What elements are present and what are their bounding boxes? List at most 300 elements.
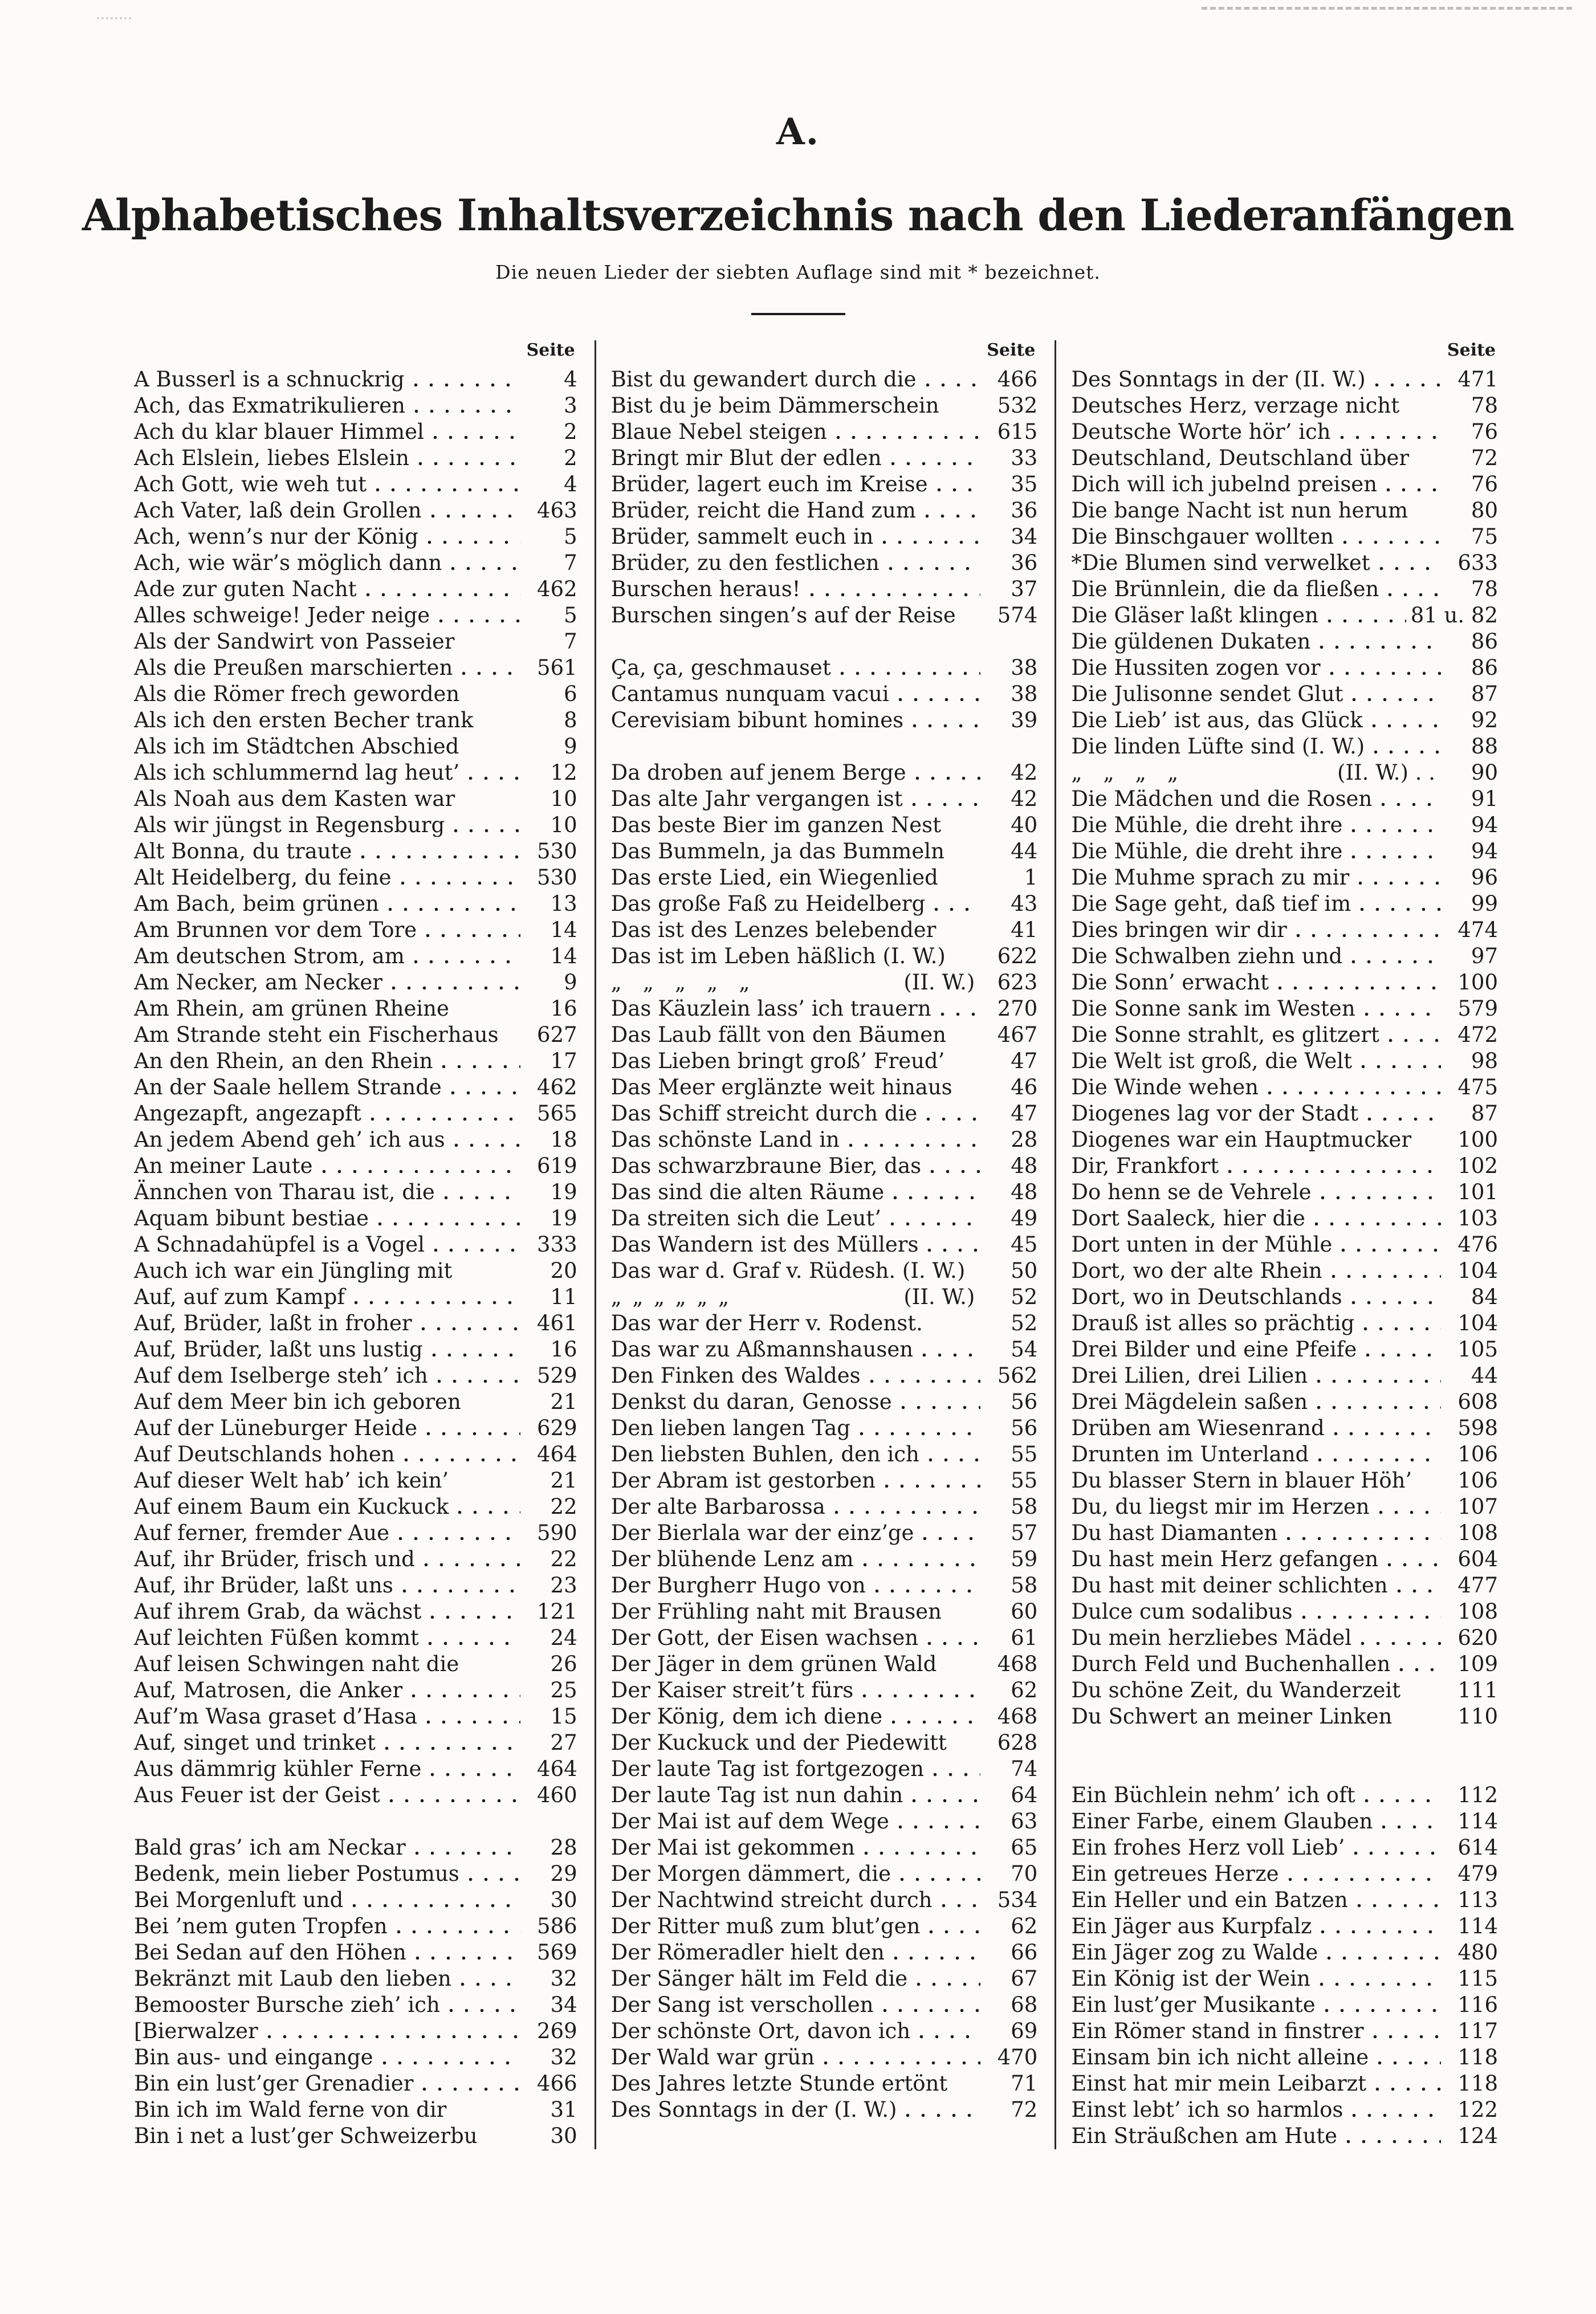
entry-title: Die linden Lüfte sind (I. W.) — [1071, 734, 1365, 759]
dot-leader — [1351, 1301, 1441, 1305]
index-entry — [611, 812, 1038, 838]
entry-page-number: 466 — [997, 366, 1038, 392]
entry-page-number: 88 — [1471, 734, 1498, 759]
dot-leader — [849, 1143, 980, 1147]
entry-title: Alt Bonna, du traute — [134, 838, 352, 863]
entry-title: Der Sänger hält im Feld die — [610, 1966, 908, 1991]
entry-page-number: 55 — [1011, 1468, 1038, 1493]
entry-title: Drauß ist alles so prächtig — [1071, 1310, 1355, 1335]
scan-edge-artifact — [1202, 7, 1572, 10]
column-header-seite: Seite — [987, 340, 1036, 360]
dot-leader — [412, 1694, 520, 1698]
entry-title: Die Mädchen und die Rosen — [1071, 786, 1373, 811]
dot-leader — [414, 383, 520, 387]
entry-title: Als ich schlummernd lag heut’ — [134, 760, 460, 785]
entry-title: Der Kuckuck und der Piedewitt — [610, 1730, 947, 1755]
entry-page-number: 64 — [1011, 1782, 1038, 1807]
index-entry — [611, 1966, 1038, 1992]
entry-title: Den liebsten Buhlen, den ich — [610, 1441, 919, 1466]
dot-leader — [1360, 907, 1441, 911]
entry-page-number: 39 — [1011, 707, 1038, 732]
entry-title: Die Lieb’ ist aus, das Glück — [1071, 707, 1363, 732]
dot-leader — [378, 1222, 520, 1226]
entry-page-number: 99 — [1471, 891, 1498, 916]
dot-leader — [1351, 829, 1441, 833]
index-entry — [1071, 1363, 1498, 1389]
index-entry — [134, 2018, 577, 2044]
index-entry — [134, 2097, 577, 2123]
entry-title: Die Sonne strahlt, es glitzert — [1071, 1022, 1379, 1047]
index-entry — [134, 445, 577, 471]
dot-leader — [1228, 1170, 1441, 1174]
index-entry — [134, 681, 577, 707]
entry-title: Das alte Jahr vergangen ist — [610, 786, 903, 811]
dot-leader — [426, 1432, 520, 1436]
entry-page-number: 92 — [1471, 707, 1498, 732]
index-entry — [134, 655, 577, 681]
dot-leader — [267, 2035, 520, 2039]
entry-title: Dies bringen wir dir — [1071, 917, 1287, 942]
entry-page-number: 477 — [1457, 1572, 1498, 1598]
entry-variant-label: (II. W.) . . — [1337, 760, 1435, 785]
entry-page-number: 34 — [1011, 524, 1038, 549]
entry-page-number: 38 — [1011, 655, 1038, 680]
index-entry — [134, 1756, 577, 1782]
entry-page-number: 569 — [537, 1940, 577, 1965]
dot-leader — [890, 1222, 980, 1226]
entry-page-number: 46 — [1011, 1074, 1038, 1099]
entry-title: Einsam bin ich nicht alleine — [1071, 2044, 1369, 2069]
entry-page-number: 460 — [537, 1782, 577, 1807]
entry-page-number: 627 — [537, 1022, 577, 1047]
index-entry — [611, 786, 1038, 812]
index-entry — [134, 1284, 577, 1310]
entry-page-number: 20 — [550, 1258, 577, 1283]
entry-title: „ „ „ „ „ — [610, 969, 750, 995]
index-entry — [134, 2071, 577, 2097]
entry-page-number: 2 — [564, 419, 577, 444]
entry-page-number: 4 — [564, 366, 577, 392]
index-entry — [611, 1415, 1038, 1441]
index-entry — [611, 576, 1038, 602]
index-entry — [611, 1101, 1038, 1127]
index-entry — [1071, 917, 1498, 943]
entry-page-number: 90 — [1471, 760, 1498, 785]
index-entry — [1071, 891, 1498, 917]
section-gap — [611, 734, 1038, 760]
entry-title: Auf, ihr Brüder, frisch und — [134, 1546, 415, 1571]
index-entry — [1071, 812, 1498, 838]
dot-leader — [860, 1432, 980, 1436]
index-entry — [134, 812, 577, 838]
entry-title: Do henn se de Vehrele — [1071, 1179, 1312, 1204]
dot-leader — [926, 383, 981, 387]
entry-page-number: 574 — [997, 602, 1038, 628]
entry-page-number: 33 — [1011, 445, 1038, 470]
entry-title: Brüder, lagert euch im Kreise — [610, 471, 928, 496]
entry-title: [Bierwalzer — [134, 2018, 258, 2043]
dot-leader — [919, 2035, 980, 2039]
index-entry — [1071, 969, 1498, 996]
entry-title: Der Kaiser streit’t fürs — [610, 1677, 854, 1702]
index-entry — [611, 655, 1038, 681]
dot-leader — [1373, 2035, 1441, 2039]
dot-leader — [930, 1170, 980, 1174]
dot-leader — [397, 1930, 520, 1934]
dot-leader — [1321, 1196, 1441, 1200]
index-entry — [134, 1651, 577, 1677]
index-entry — [1071, 1625, 1498, 1651]
entry-page-number: 66 — [1011, 1940, 1038, 1965]
entry-title: Ein lust’ger Musikante — [1071, 1992, 1316, 2017]
index-entry — [611, 707, 1038, 734]
dot-leader — [894, 1956, 981, 1960]
entry-title: Den Finken des Waldes — [610, 1363, 861, 1388]
entry-title: Ach du klar blauer Himmel — [134, 419, 424, 444]
entry-page-number: 103 — [1457, 1205, 1498, 1231]
index-entry — [611, 943, 1038, 969]
index-entry — [1071, 602, 1498, 629]
entry-page-number: 106 — [1457, 1468, 1498, 1493]
entry-page-number: 21 — [550, 1468, 577, 1493]
entry-page-number: 42 — [1011, 786, 1038, 811]
index-entry — [1071, 943, 1498, 969]
entry-page-number: 86 — [1471, 655, 1498, 680]
dot-leader — [1320, 645, 1441, 649]
entry-page-number: 40 — [1011, 812, 1038, 837]
dot-leader — [1354, 1851, 1441, 1855]
entry-page-number: 113 — [1457, 1887, 1498, 1912]
dot-leader — [1365, 1799, 1441, 1803]
entry-title: Als ich den ersten Becher trank — [134, 707, 474, 732]
dot-leader — [414, 960, 520, 964]
index-entry — [1071, 366, 1498, 393]
entry-title: Bei ’nem guten Tropfen — [134, 1913, 388, 1938]
index-entry — [134, 471, 577, 498]
dot-leader — [1330, 671, 1441, 675]
entry-page-number: 29 — [550, 1861, 577, 1886]
entry-page-number: 65 — [1011, 1835, 1038, 1860]
entry-page-number: 586 — [537, 1913, 577, 1938]
index-entry — [134, 1441, 577, 1468]
index-entry — [1071, 1546, 1498, 1572]
index-entry — [611, 996, 1038, 1022]
entry-title: Du Schwert an meiner Linken — [1071, 1704, 1393, 1729]
entry-title: Bald gras’ ich am Neckar — [134, 1835, 406, 1860]
dot-leader — [1334, 1432, 1441, 1436]
index-entry — [1071, 498, 1498, 524]
entry-page-number: 121 — [537, 1599, 577, 1624]
entry-title: Cerevisiam bibunt homines — [610, 707, 904, 732]
entry-title: Bemooster Bursche zieh’ ich — [134, 1992, 440, 2017]
entry-title: Am deutschen Strom, am — [134, 943, 405, 968]
entry-page-number: 623 — [997, 969, 1038, 995]
entry-title: Bin ich im Wald ferne von dir — [134, 2097, 447, 2122]
dot-leader — [1343, 540, 1441, 544]
entry-title: Der Morgen dämmert, die — [610, 1861, 891, 1886]
index-entry — [611, 1179, 1038, 1205]
index-entry — [611, 1494, 1038, 1520]
entry-title: Die Muhme sprach zu mir — [1071, 865, 1350, 890]
dot-leader — [922, 1353, 980, 1357]
entry-page-number: 466 — [537, 2071, 577, 2096]
index-entry — [1071, 1940, 1498, 1966]
entry-page-number: 14 — [550, 943, 577, 968]
index-columns — [0, 340, 1596, 2149]
entry-page-number: 81 u. 82 — [1410, 602, 1498, 628]
index-entry — [1071, 1599, 1498, 1625]
entry-page-number: 98 — [1471, 1048, 1498, 1073]
dot-leader — [898, 1825, 980, 1829]
dot-leader — [414, 409, 520, 413]
index-entry — [134, 943, 577, 969]
dot-leader — [1286, 1537, 1441, 1541]
index-entry — [1071, 1913, 1498, 1940]
entry-page-number: 11 — [550, 1284, 577, 1309]
entry-page-number: 36 — [1011, 498, 1038, 523]
entry-page-number: 614 — [1457, 1835, 1498, 1860]
entry-page-number: 49 — [1011, 1205, 1038, 1231]
dot-leader — [836, 435, 981, 439]
index-entry — [134, 996, 577, 1022]
entry-page-number: 579 — [1457, 996, 1498, 1021]
dot-leader — [458, 1510, 520, 1514]
index-entry — [611, 1441, 1038, 1468]
entry-title: Du hast Diamanten — [1071, 1520, 1278, 1545]
entry-title: Da streiten sich die Leut’ — [610, 1205, 882, 1231]
dot-leader — [439, 619, 520, 623]
entry-title: Des Sonntags in der (II. W.) — [1071, 366, 1366, 392]
dot-leader — [454, 829, 520, 833]
dot-leader — [933, 1773, 980, 1777]
index-entry — [134, 1887, 577, 1913]
index-entry — [611, 1048, 1038, 1074]
dot-leader — [398, 1537, 520, 1541]
dot-leader — [1352, 2113, 1441, 2117]
dot-leader — [427, 540, 520, 544]
entry-page-number: 21 — [550, 1389, 577, 1414]
index-entry — [134, 576, 577, 602]
entry-page-number: 5 — [564, 602, 577, 628]
index-entry — [611, 1835, 1038, 1861]
entry-page-number: 101 — [1457, 1179, 1498, 1204]
dot-leader — [433, 435, 520, 439]
index-entry — [134, 498, 577, 524]
index-entry — [611, 681, 1038, 707]
entry-title: Die Winde wehen — [1071, 1074, 1259, 1099]
entry-title: Das Meer erglänzte weit hinaus — [610, 1074, 952, 1099]
column-header-seite: Seite — [526, 340, 575, 360]
dot-leader — [917, 1982, 980, 1986]
dot-leader — [1387, 1563, 1441, 1567]
entry-page-number: 56 — [1011, 1389, 1038, 1414]
entry-page-number: 532 — [997, 393, 1038, 418]
index-entry — [134, 550, 577, 576]
index-entry — [611, 1599, 1038, 1625]
entry-page-number: 16 — [550, 996, 577, 1021]
entry-title: Du schöne Zeit, du Wanderzeit — [1071, 1677, 1401, 1702]
index-entry — [134, 969, 577, 996]
entry-title: Der Sang ist verschollen — [610, 1992, 874, 2017]
entry-title: Brüder, reicht die Hand zum — [610, 498, 916, 523]
section-gap — [1071, 1730, 1498, 1782]
index-entry — [611, 1389, 1038, 1415]
entry-title: Die Mühle, die dreht ihre — [1071, 838, 1343, 863]
entry-title: Ein Büchlein nehm’ ich oft — [1071, 1782, 1355, 1807]
entry-page-number: 97 — [1471, 943, 1498, 968]
dot-leader — [824, 2061, 980, 2065]
dot-leader — [366, 593, 520, 597]
entry-page-number: 472 — [1457, 1022, 1498, 1047]
dot-leader — [913, 724, 980, 728]
dot-leader — [1379, 567, 1441, 571]
entry-title: Bin ein lust’ger Grenadier — [134, 2071, 414, 2096]
entry-title: Da droben auf jenem Berge — [610, 760, 906, 785]
entry-page-number: 114 — [1457, 1808, 1498, 1834]
index-entry — [611, 760, 1038, 786]
entry-page-number: 5 — [564, 524, 577, 549]
dot-leader — [1372, 724, 1441, 728]
dot-leader — [942, 1904, 981, 1908]
index-entry — [611, 1730, 1038, 1756]
index-entry — [134, 734, 577, 760]
index-entry — [611, 1284, 1038, 1310]
entry-title: Dort Saaleck, hier die — [1071, 1205, 1305, 1231]
entry-page-number: 10 — [550, 786, 577, 811]
index-entry — [1071, 1232, 1498, 1258]
index-entry — [611, 2018, 1038, 2044]
entry-title: Der Burgherr Hugo von — [610, 1572, 866, 1598]
index-entry — [134, 786, 577, 812]
dot-leader — [882, 540, 980, 544]
index-column-3 — [1054, 340, 1498, 2149]
index-entry — [134, 393, 577, 419]
index-entry — [134, 1310, 577, 1337]
dot-leader — [883, 2009, 981, 2012]
entry-title: Du, du liegst mir im Herzen — [1071, 1494, 1370, 1519]
entry-title: Die Mühle, die dreht ihre — [1071, 812, 1343, 837]
entry-title: Der laute Tag ist nun dahin — [610, 1782, 903, 1807]
entry-page-number: 562 — [997, 1363, 1038, 1388]
dot-leader — [416, 1956, 520, 1960]
entry-page-number: 58 — [1011, 1494, 1038, 1519]
index-entry — [1071, 2123, 1498, 2149]
entry-title: Ein getreues Herze — [1071, 1861, 1279, 1886]
index-entry — [611, 1756, 1038, 1782]
entry-title: Einst hat mir mein Leibarzt — [1071, 2071, 1367, 2096]
dot-leader — [426, 1720, 520, 1724]
index-entry — [1071, 393, 1498, 419]
entry-page-number: 116 — [1457, 1992, 1498, 2017]
dot-leader — [915, 776, 981, 780]
entry-page-number: 35 — [1011, 471, 1038, 496]
entry-title: Alt Heidelberg, du feine — [134, 865, 392, 890]
index-entry — [611, 1808, 1038, 1835]
entry-page-number: 32 — [550, 2044, 577, 2069]
index-entry — [611, 445, 1038, 471]
dot-leader — [1320, 1982, 1441, 1986]
entry-title: Auf einem Baum ein Kuckuck — [134, 1494, 449, 1519]
dot-leader — [901, 1405, 981, 1409]
entry-page-number: 604 — [1457, 1546, 1498, 1571]
entry-page-number: 19 — [550, 1205, 577, 1231]
index-entry — [611, 865, 1038, 891]
index-entry — [134, 1363, 577, 1389]
entry-title: Die Gläser laßt klingen — [1071, 602, 1318, 628]
entry-page-number: 84 — [1471, 1284, 1498, 1309]
entry-title: Auf dem Meer bin ich geboren — [134, 1389, 461, 1414]
entry-title: Blaue Nebel steigen — [610, 419, 827, 444]
index-entry — [134, 1940, 577, 1966]
dot-leader — [361, 855, 520, 859]
index-entry — [134, 602, 577, 629]
dot-leader — [940, 1012, 981, 1016]
index-entry — [134, 1022, 577, 1048]
entry-page-number: 23 — [550, 1572, 577, 1598]
entry-page-number: 31 — [550, 2097, 577, 2122]
index-entry — [611, 917, 1038, 943]
entry-page-number: 109 — [1457, 1651, 1498, 1676]
index-entry — [1071, 2018, 1498, 2044]
index-entry — [134, 1913, 577, 1940]
index-entry — [611, 498, 1038, 524]
index-entry — [134, 1153, 577, 1179]
index-entry — [1071, 1808, 1498, 1835]
entry-title: Die Binschgauer wollten — [1071, 524, 1334, 549]
dot-leader — [891, 462, 981, 466]
entry-title: Auf der Lüneburger Heide — [134, 1415, 417, 1440]
entry-title: An der Saale hellem Strande — [134, 1074, 442, 1099]
index-entry — [1071, 1992, 1498, 2018]
entry-page-number: 24 — [550, 1625, 577, 1650]
entry-title: Das ist im Leben häßlich (I. W.) — [610, 943, 946, 968]
dot-leader — [1317, 1379, 1441, 1383]
entry-page-number: 54 — [1011, 1337, 1038, 1362]
entry-page-number: 91 — [1471, 786, 1498, 811]
entry-page-number: 17 — [550, 1048, 577, 1073]
entry-page-number: 105 — [1457, 1337, 1498, 1362]
entry-page-number: 561 — [537, 655, 577, 680]
entry-title: Auf’m Wasa graset d’Hasa — [134, 1704, 418, 1729]
dot-leader — [893, 1196, 980, 1200]
dot-leader — [912, 1799, 980, 1803]
column-header-seite: Seite — [1447, 340, 1496, 360]
entry-title: Als der Sandwirt von Passeier — [134, 629, 455, 654]
entry-title: Das Bummeln, ja das Bummeln — [610, 838, 944, 863]
index-entry — [134, 524, 577, 550]
entry-title: Am Strande steht ein Fischerhaus — [134, 1022, 499, 1047]
dot-leader — [923, 1537, 980, 1541]
entry-page-number: 78 — [1471, 576, 1498, 601]
entry-page-number: 269 — [537, 2018, 577, 2043]
index-entry — [611, 969, 1038, 996]
index-entry — [1071, 1153, 1498, 1179]
index-entry — [1071, 838, 1498, 865]
entry-page-number: 475 — [1457, 1074, 1498, 1099]
entry-title: Einst lebt’ ich so harmlos — [1071, 2097, 1343, 2122]
entry-title: Die Welt ist groß, die Welt — [1071, 1048, 1352, 1073]
entry-title: Deutsches Herz, verzage nicht — [1071, 393, 1400, 418]
dot-leader — [1379, 1510, 1441, 1514]
index-entry — [1071, 1048, 1498, 1074]
index-entry — [611, 1651, 1038, 1677]
entry-title: Burschen singen’s auf der Reise — [610, 602, 956, 628]
entry-title: Ein Heller und ein Batzen — [1071, 1887, 1348, 1912]
dot-leader — [1278, 986, 1441, 990]
entry-title: Auf, ihr Brüder, laßt uns — [134, 1572, 393, 1598]
entry-title: Dort unten in der Mühle — [1071, 1232, 1333, 1257]
index-entry — [1071, 1704, 1498, 1730]
